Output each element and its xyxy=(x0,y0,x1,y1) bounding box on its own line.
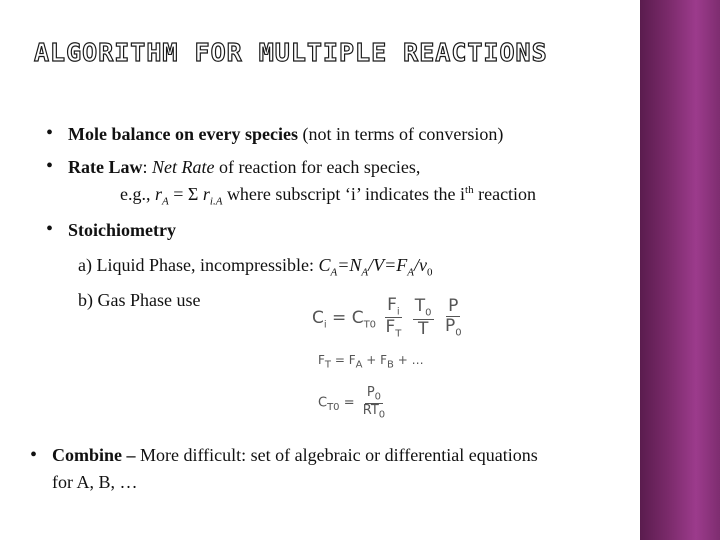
eg-prefix: e.g., xyxy=(120,184,155,204)
eg-ri: r xyxy=(202,184,210,204)
ct0-num: P xyxy=(366,385,375,400)
liquid-zero: 0 xyxy=(426,266,433,279)
ci-ct-sub: T0 xyxy=(363,319,377,331)
f-num-sub: i xyxy=(396,306,400,318)
eg-sup: th xyxy=(465,184,474,196)
ft-eq: = F xyxy=(331,353,356,367)
liquid-phase-line xyxy=(78,255,432,279)
t-num: T xyxy=(414,296,426,317)
rate-law-text: of reaction for each species, xyxy=(214,157,421,177)
mole-balance-note: (not in terms of conversion) xyxy=(297,124,504,144)
ft-a-sub: A xyxy=(355,359,363,371)
formula-ci xyxy=(312,296,466,340)
mole-balance-label: Mole balance on every species xyxy=(68,124,298,144)
liquid-v: /v xyxy=(413,255,427,275)
p-den: P xyxy=(444,316,456,337)
liquid-eq: =N xyxy=(337,255,362,275)
p-num: P xyxy=(448,296,459,317)
combine-label: Combine – xyxy=(52,445,136,465)
combine-line2: for A, B, … xyxy=(52,472,138,492)
eg-end: reaction xyxy=(473,184,537,204)
stoichiometry-label: Stoichiometry xyxy=(68,220,176,240)
bullet-stoichiometry xyxy=(68,220,176,241)
liquid-a2: A xyxy=(361,266,369,279)
rate-law-colon: : xyxy=(142,157,153,177)
liquid-slash: /V=F xyxy=(368,255,408,275)
ct0-den-sub: 0 xyxy=(378,409,386,421)
rate-law-label: Rate Law xyxy=(68,157,143,177)
ci-sub: i xyxy=(323,319,327,331)
f-num: F xyxy=(387,295,397,315)
ct0-num-sub: 0 xyxy=(374,391,382,403)
ft-tail: + … xyxy=(393,353,424,367)
fraction-t xyxy=(413,297,434,338)
bullet-dot: • xyxy=(46,155,54,177)
combine-text: More difficult: set of algebraic or differential equations xyxy=(135,445,538,465)
bullet-dot: • xyxy=(46,122,54,144)
ft-plus: + F xyxy=(362,353,388,367)
bullet-rate-law xyxy=(68,157,420,178)
liquid-a3: A xyxy=(407,266,414,279)
ci-c: C xyxy=(312,307,324,328)
slide-title: ALGORITHM FOR MULTIPLE REACTIONS xyxy=(34,38,548,67)
ct0-c: C xyxy=(318,395,328,411)
ft-b-sub: B xyxy=(387,359,394,371)
formula-ct0 xyxy=(318,386,389,420)
formula-ft xyxy=(318,353,424,370)
net-rate-term: Net Rate xyxy=(152,157,215,177)
eg-r: r xyxy=(155,184,163,204)
rate-law-example xyxy=(120,184,536,208)
t-num-sub: 0 xyxy=(425,307,432,319)
fraction-ct0 xyxy=(361,386,387,420)
eg-sub-a: A xyxy=(162,195,169,208)
bullet-dot: • xyxy=(30,444,38,466)
ft-sub: T xyxy=(324,359,332,371)
eg-tail: where subscript ‘i’ indicates the i xyxy=(222,184,466,204)
bullet-dot: • xyxy=(46,218,54,240)
f-den: F xyxy=(385,317,396,338)
p-den-sub: 0 xyxy=(455,327,462,339)
liquid-phase-text: a) Liquid Phase, incompressible: xyxy=(78,255,319,275)
fraction-p xyxy=(443,297,464,338)
liquid-a1: A xyxy=(330,266,338,279)
liquid-c: C xyxy=(318,255,331,275)
ct0-den: RT xyxy=(362,402,379,418)
ct0-eq: = xyxy=(339,395,359,411)
gas-phase-line: b) Gas Phase use xyxy=(78,290,201,310)
ft-f: F xyxy=(318,353,325,367)
ct0-sub: T0 xyxy=(327,402,340,414)
bullet-combine xyxy=(52,445,538,466)
bullet-mole-balance xyxy=(68,124,503,145)
eg-sum: = Σ xyxy=(168,184,203,204)
eg-sub-ia: i.A xyxy=(209,195,223,208)
f-den-sub: T xyxy=(395,328,402,340)
ci-eq: = C xyxy=(326,307,364,328)
fraction-f xyxy=(383,296,403,340)
decorative-sidebar xyxy=(640,0,720,540)
t-den: T xyxy=(417,318,429,339)
